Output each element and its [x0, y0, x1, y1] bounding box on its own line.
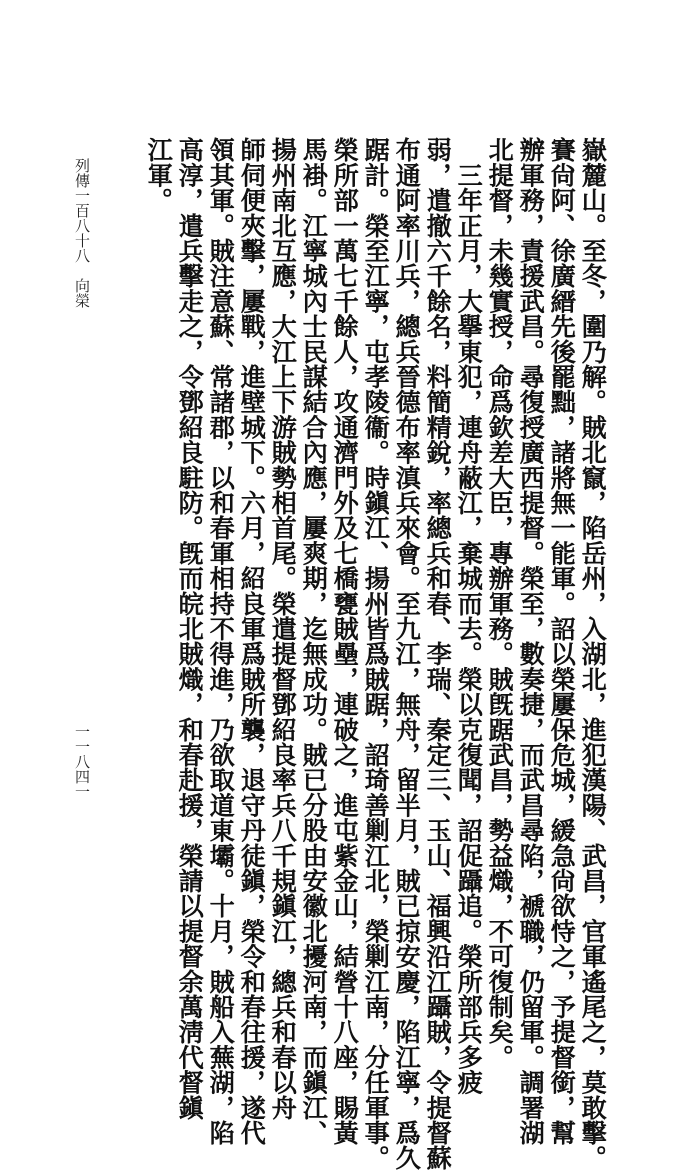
running-title: 列傳一百八十八 向榮 [73, 158, 91, 308]
text-column: 三年正月，大擧東犯，連舟蔽江，棄城而去。榮以克復聞，詔促躡追。榮所部兵多疲 [454, 137, 485, 1095]
text-column: 師伺便夾擊，屢戰，進壁城下。六月，紹良軍爲賊所襲，退守丹徒鎭，榮令和春往援，遂代 [237, 137, 268, 1145]
text-column: 辦軍務，責援武昌。尋復授廣西提督。榮至，數奏捷，而武昌尋陷，褫職，仍留軍。調署湖 [516, 137, 547, 1145]
text-column: 布通阿率川兵，總兵晉德布率滇兵來會。至九江，無舟，留半月，賊已掠安慶，陷江寧，爲久 [392, 137, 423, 1170]
text-column: 高淳，遣兵擊走之，令鄧紹良駐防。旣而皖北賊熾，和春赴援，榮請以提督余萬淸代督鎭 [175, 137, 206, 1120]
text-column: 賽尙阿、徐廣縉先後罷黜，諸將無一能軍。詔以榮屢保危城，緩急尙欲恃之，予提督銜，幫 [547, 137, 578, 1145]
text-column: 榮所部一萬七千餘人，攻通濟門外及七橋甕賊壘，連破之，進屯紫金山，結營十八座，賜黃 [330, 137, 361, 1145]
text-column: 揚州南北互應，大江上下游賊勢相首尾。榮遣提督鄧紹良率兵八千規鎭江，總兵和春以舟 [268, 137, 299, 1120]
text-column: 領其軍。賊注意蘇、常諸郡，以和春軍相持不得進，乃欲取道東壩。十月，賊船入蕪湖，陷 [206, 137, 237, 1145]
text-column: 嶽麓山。至冬，圍乃解。賊北竄，陷岳州，入湖北，進犯漢陽、武昌，官軍遙尾之，莫敢擊。 [578, 137, 609, 1170]
page-number: 一一八四一 [73, 724, 91, 799]
text-column: 北提督，未幾實授，命爲欽差大臣，專辦軍務。賊旣踞武昌，勢益熾，不可復制矣。 [485, 137, 516, 1070]
text-column: 弱，遣撤六千餘名，料簡精銳，率總兵和春、李瑞、秦定三、玉山、福興沿江躡賊，令提督蘇 [423, 137, 454, 1170]
text-column: 踞計。榮至江寧，屯孝陵衞。時鎭江、揚州皆爲賊踞，詔琦善剿江北，榮剿江南，分任軍事。 [361, 137, 392, 1170]
text-column: 馬褂。江寧城內士民謀結合內應，屢爽期，迄無成功。賊已分股由安徽北擾河南，而鎭江、 [299, 137, 330, 1145]
text-column: 江軍。 [144, 137, 175, 213]
